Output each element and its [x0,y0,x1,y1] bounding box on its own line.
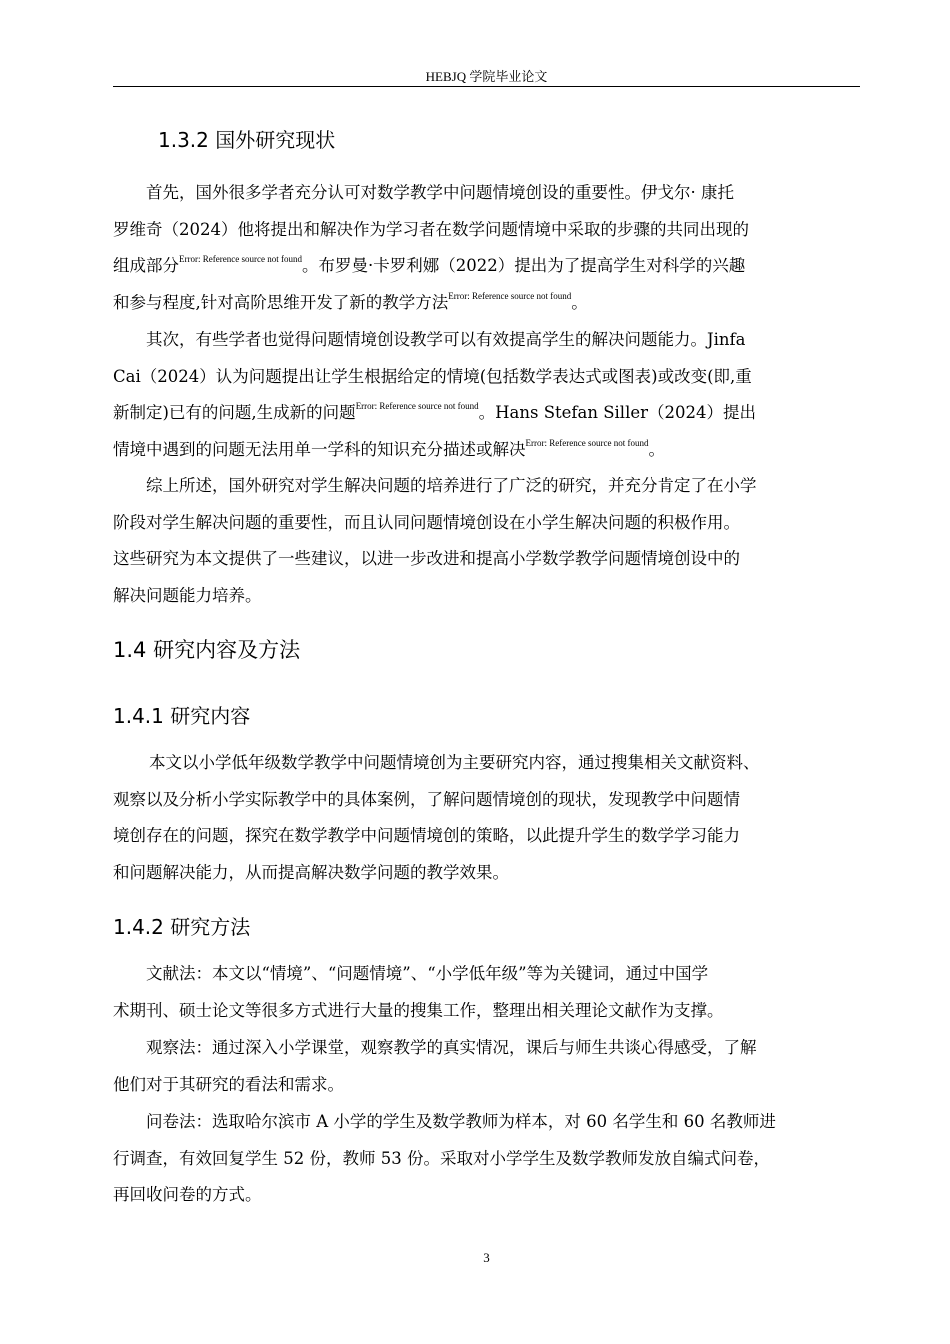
text-line: 综上所述，国外研究对学生解决问题的培养进行了广泛的研究，并充分肯定了在小学 [146,476,757,495]
text-line [113,395,861,432]
text-line: 术期刊、硕士论文等很多方式进行大量的搜集工作，整理出相关理论文献作为支撑。 [113,1000,724,1020]
text-line: Cai（2024）认为问题提出让学生根据给定的情境(包括数学表达式或图表)或改变(即,重 [113,366,752,386]
section-heading-1-4-1: 1.4.1 研究内容 [113,704,251,728]
text-line: 这些研究为本文提供了一些建议，以进一步改进和提高小学数学教学问题情境创设中的 [113,549,740,568]
section-heading-1-3-2: 1.3.2 国外研究现状 [158,128,336,152]
header-rule [113,86,860,87]
citation-error: Error: Reference source not found [355,401,479,411]
page-header: HEBJQ 学院毕业论文 [425,69,548,84]
text-line: 本文以小学低年级数学教学中问题情境创为主要研究内容，通过搜集相关文献资料、 [149,753,760,772]
text-span: 组成部分 [113,256,179,275]
paragraph-research-content [113,745,861,891]
text-line: 行调查，有效回复学生 52 份，教师 53 份。采取对小学学生及数学教师发放自编式问卷， [113,1148,770,1168]
paragraph-summary [113,468,861,614]
section-heading-1-4: 1.4 研究内容及方法 [113,638,301,662]
text-line [113,248,861,285]
text-span: 新制定)已有的问题,生成新的问题 [113,403,356,422]
text-line: 问卷法：选取哈尔滨市 A 小学的学生及数学教师为样本，对 60 名学生和 60 名教师进 [146,1112,776,1131]
citation-error: Error: Reference source not found [525,437,649,448]
section-heading-1-4-2: 1.4.2 研究方法 [113,915,251,939]
text-span: 。Hans Stefan Siller（2024）提出 [478,403,756,422]
text-line: 再回收问卷的方式。 [113,1185,262,1204]
text-line [113,322,861,359]
text-line: 他们对于其研究的看法和需求。 [113,1074,344,1094]
paragraph-foreign-importance [113,175,861,321]
text-span: 。布罗曼·卡罗利娜（2022）提出为了提高学生对科学的兴趣 [301,256,746,275]
text-line [113,285,861,322]
citation-error: Error: Reference source not found [179,254,302,264]
text-span: 。 [648,439,665,459]
text-span: 和参与程度,针对高阶思维开发了新的教学方法 [113,292,449,312]
paragraph-problem-solving [113,322,861,468]
text-line: 文献法：本文以“情境”、“问题情境”、“小学低年级”等为关键词，通过中国学 [146,964,709,983]
text-span: 情境中遇到的问题无法用单一学科的知识充分描述或解决 [113,439,526,459]
text-line: 阶段对学生解决问题的重要性，而且认同问题情境创设在小学生解决问题的积极作用。 [113,512,740,532]
text-line: 和问题解决能力，从而提高解决数学问题的教学效果。 [113,862,509,882]
text-line: 罗维奇（2024）他将提出和解决作为学习者在数学问题情境中采取的步骤的共同出现的 [113,219,749,239]
page-number: 3 [483,1250,490,1265]
text-line: 解决问题能力培养。 [113,585,262,605]
text-line: 境创存在的问题，探究在数学教学中问题情境创的策略，以此提升学生的数学学习能力 [113,826,740,845]
paragraph-literature-method [113,956,861,1029]
text-line: 首先，国外很多学者充分认可对数学教学中问题情境创设的重要性。伊戈尔· 康托 [146,183,734,202]
citation-error: Error: Reference source not found [448,290,572,301]
text-line: 观察以及分析小学实际教学中的具体案例，了解问题情境创的现状，发现教学中问题情 [113,789,740,809]
text-line [113,432,861,469]
text-span: 。 [571,292,588,312]
text-line: 观察法：通过深入小学课堂，观察教学的真实情况，课后与师生共谈心得感受，了解 [146,1038,757,1057]
paragraph-observation-method [113,1030,861,1103]
paragraph-questionnaire-method [113,1104,861,1214]
text-span: 其次，有些学者也觉得问题情境创设教学可以有效提高学生的解决问题能力。Jinfa [146,330,746,349]
